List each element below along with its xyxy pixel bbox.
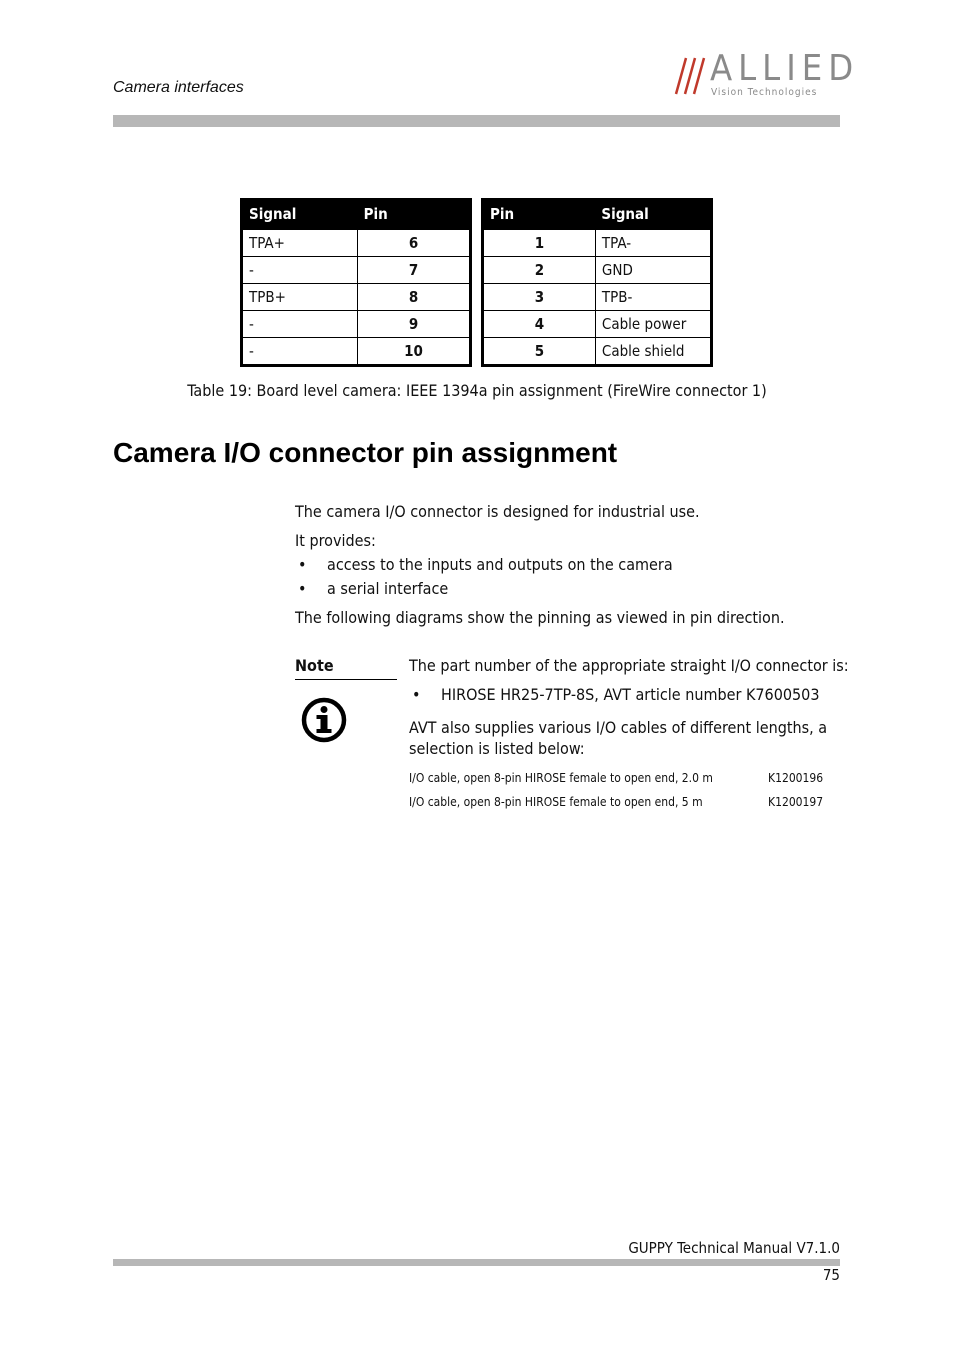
pin-cell: 10 <box>358 338 471 366</box>
column-header-pin: Pin <box>358 198 471 230</box>
column-header-signal: Signal <box>595 198 711 230</box>
signal-cell: - <box>242 338 358 366</box>
section-title: Camera I/O connector pin assignment <box>113 437 618 468</box>
signal-cell: - <box>242 311 358 338</box>
table-row <box>242 257 471 284</box>
bullet-icon: • <box>298 579 307 598</box>
logo-slashes-icon <box>666 56 710 98</box>
intro-paragraph: The camera I/O connector is designed for industrial use. <box>295 502 700 521</box>
table-row <box>483 311 712 338</box>
allied-logo <box>666 48 860 102</box>
page-number: 75 <box>822 1266 840 1284</box>
table-row <box>242 284 471 311</box>
info-icon <box>300 696 348 744</box>
pin-cell: 5 <box>483 338 596 366</box>
table-row <box>242 338 471 366</box>
diagram-note: The following diagrams show the pinning as viewed in pin direction. <box>295 608 785 627</box>
provides-label: It provides: <box>295 531 376 550</box>
signal-cell: TPA+ <box>242 230 358 257</box>
note-rule <box>295 679 397 680</box>
table-row <box>483 230 712 257</box>
running-header: Camera interfaces <box>113 79 244 96</box>
pin-cell: 2 <box>483 257 596 284</box>
note-bullet: HIROSE HR25-7TP-8S, AVT article number K7600503 <box>441 685 820 704</box>
footer-rule <box>113 1259 840 1266</box>
signal-cell: - <box>242 257 358 284</box>
signal-cell: Cable power <box>595 311 711 338</box>
pin-cell: 8 <box>358 284 471 311</box>
cable-description: I/O cable, open 8-pin HIROSE female to open end, 5 m <box>409 795 703 809</box>
cable-article: K1200196 <box>768 771 824 785</box>
signal-cell: Cable shield <box>595 338 711 366</box>
column-header-signal: Signal <box>242 198 358 230</box>
signal-cell: TPB- <box>595 284 711 311</box>
table-row <box>242 311 471 338</box>
cable-description: I/O cable, open 8-pin HIROSE female to open end, 2.0 m <box>409 771 713 785</box>
note-lead: The part number of the appropriate straight I/O connector is: <box>409 656 849 675</box>
cable-article: K1200197 <box>768 795 824 809</box>
pin-table-right <box>481 198 713 367</box>
signal-cell: TPA- <box>595 230 711 257</box>
bullet-item: a serial interface <box>327 579 449 598</box>
bullet-icon: • <box>298 555 307 574</box>
cables-text: AVT also supplies various I/O cables of different lengths, a selection is listed below: <box>409 718 828 758</box>
table-row <box>483 284 712 311</box>
pin-cell: 9 <box>358 311 471 338</box>
signal-cell: TPB+ <box>242 284 358 311</box>
note-label: Note <box>295 656 334 675</box>
pin-cell: 1 <box>483 230 596 257</box>
bullet-icon: • <box>412 685 421 704</box>
table-row <box>242 230 471 257</box>
column-header-pin: Pin <box>483 198 596 230</box>
table-row <box>483 257 712 284</box>
logo-subtitle: Vision Technologies <box>711 87 818 98</box>
bullet-item: access to the inputs and outputs on the camera <box>327 555 673 574</box>
pin-cell: 7 <box>358 257 471 284</box>
pin-cell: 4 <box>483 311 596 338</box>
footer-title: GUPPY Technical Manual V7.1.0 <box>628 1239 840 1257</box>
pin-table-left <box>240 198 472 367</box>
table-row <box>483 338 712 366</box>
table-caption: Table 19: Board level camera: IEEE 1394a pin assignment (FireWire connector 1) <box>187 381 767 400</box>
signal-cell: GND <box>595 257 711 284</box>
header-rule <box>113 115 840 127</box>
pin-cell: 3 <box>483 284 596 311</box>
logo-word: ALLIED <box>710 48 860 89</box>
pin-cell: 6 <box>358 230 471 257</box>
